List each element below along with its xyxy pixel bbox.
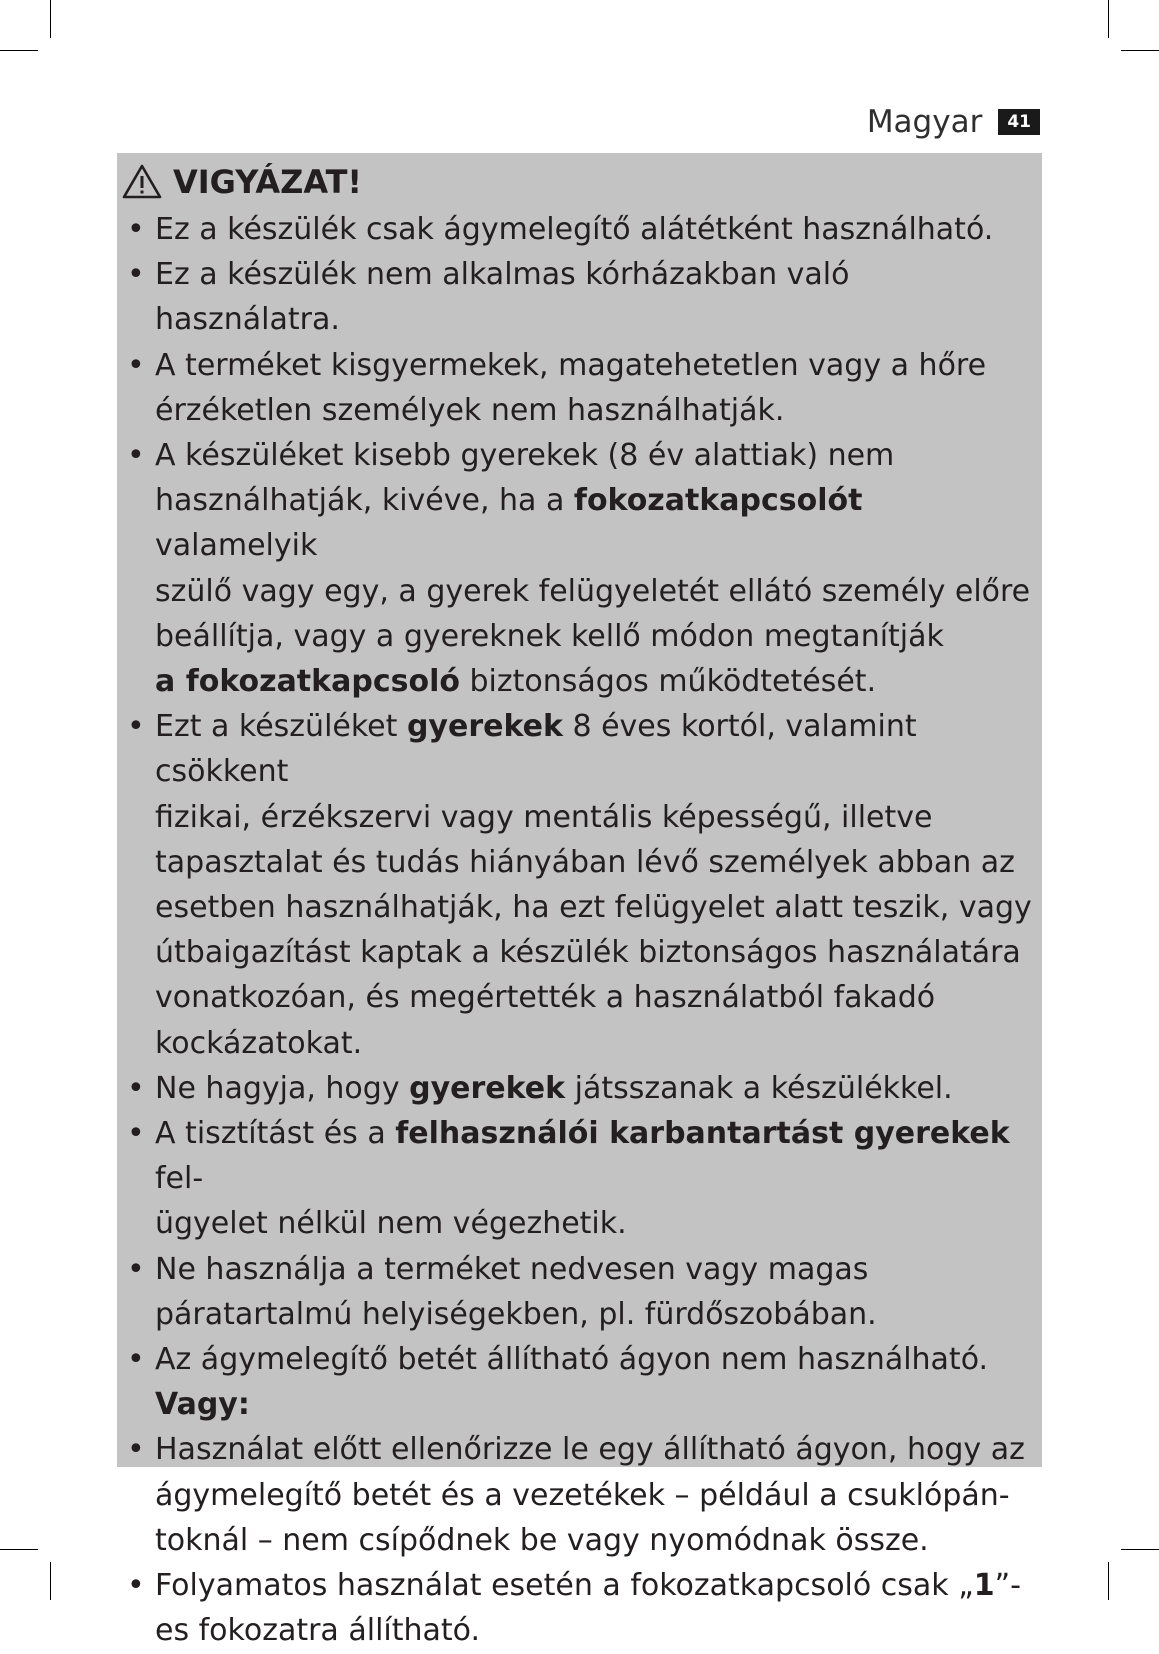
item-text: Folyamatos használat esetén a fokozatkapcsoló csak „ <box>155 1568 974 1604</box>
item-text: ”- <box>994 1568 1021 1604</box>
list-item <box>121 252 1032 342</box>
item-text: fel- <box>155 1161 204 1197</box>
item-text: A tisztítást és a <box>155 1116 396 1152</box>
crop-mark <box>1121 50 1159 51</box>
item-text: toknál – nem csípődnek be vagy nyomódnak össze. <box>155 1522 929 1558</box>
bullet: • <box>127 1342 145 1378</box>
page-number: 41 <box>998 109 1040 135</box>
crop-mark <box>0 50 38 51</box>
item-text: Ne használja a terméket nedvesen vagy magas <box>155 1251 869 1287</box>
item-text: biztonságos működtetését. <box>459 664 877 700</box>
bullet: • <box>127 257 145 293</box>
item-text: valamelyik <box>155 528 318 564</box>
item-text: 8 éves kortól, valamint csökkent <box>155 709 917 790</box>
list-item <box>121 1247 1032 1337</box>
bullet: • <box>127 438 145 474</box>
bullet: • <box>127 212 145 247</box>
bullet: • <box>127 1116 145 1152</box>
warning-list-continued <box>121 1427 1032 1653</box>
item-text: A terméket kisgyermekek, magatehetetlen vagy a hőre <box>155 347 987 383</box>
item-text: vonatkozóan, és megértették a használatból fakadó <box>155 980 936 1016</box>
list-item <box>121 1427 1032 1563</box>
list-item <box>121 1563 1032 1653</box>
item-text: A készüléket kisebb gyerekek (8 év alattiak) nem <box>155 438 895 474</box>
item-bold-text: fokozatkapcsolót <box>573 483 863 519</box>
warning-triangle-icon <box>121 163 163 201</box>
item-text: szülő vagy egy, a gyerek felügyeletét ellátó személy előre <box>155 573 1031 609</box>
language-label: Magyar <box>866 104 983 140</box>
page-header <box>867 104 1040 140</box>
list-item <box>121 1337 1032 1382</box>
list-item <box>121 343 1032 433</box>
item-text: használhatják, kivéve, ha a <box>155 483 574 519</box>
bullet: • <box>127 1251 145 1287</box>
crop-mark <box>50 0 51 38</box>
item-text: fizikai, érzékszervi vagy mentális képességű, illetve <box>155 799 933 835</box>
list-item <box>121 1111 1032 1247</box>
crop-mark <box>1108 1562 1109 1600</box>
item-text: játsszanak a készülékkel. <box>565 1070 953 1106</box>
warning-heading <box>121 157 1032 207</box>
bullet: • <box>127 347 145 383</box>
warning-title: VIGYÁZAT! <box>173 163 363 201</box>
crop-mark <box>0 1549 38 1550</box>
list-item <box>121 433 1032 704</box>
bullet: • <box>127 1070 145 1106</box>
crop-mark <box>1121 1549 1159 1550</box>
item-text: es fokozatra állítható. <box>155 1613 481 1649</box>
warning-list <box>121 207 1032 1382</box>
item-text: érzéketlen személyek nem használhatják. <box>155 392 785 428</box>
item-text: kockázatokat. <box>155 1025 363 1061</box>
bullet: • <box>127 1568 145 1604</box>
or-label: Vagy: <box>155 1387 250 1423</box>
item-text: ügyelet nélkül nem végezhetik. <box>155 1206 627 1242</box>
item-text: tapasztalat és tudás hiányában lévő személyek abban az <box>155 844 1015 880</box>
item-bold-text: a fokozatkapcsoló <box>155 664 460 700</box>
item-text: ágymelegítő betét és a vezetékek – például a csuklópán- <box>155 1477 1010 1513</box>
item-bold-text: gyerekek <box>406 709 563 745</box>
warning-panel <box>117 153 1042 1649</box>
list-item <box>121 704 1032 1066</box>
crop-mark <box>50 1562 51 1600</box>
item-text: Ezt a készüléket <box>155 709 407 745</box>
list-item <box>121 207 1032 252</box>
item-text: Ne hagyja, hogy <box>155 1070 410 1106</box>
crop-mark <box>1108 0 1109 38</box>
item-bold-text: gyerekek <box>409 1070 566 1106</box>
bullet: • <box>127 1432 145 1468</box>
item-text: Az ágymelegítő betét állítható ágyon nem használható. <box>155 1342 989 1378</box>
item-text: útbaigazítást kaptak a készülék biztonságos használatára <box>155 935 1021 971</box>
item-text: Ez a készülék nem alkalmas kórházakban való használatra. <box>155 257 850 338</box>
item-text: esetben használhatják, ha ezt felügyelet alatt teszik, vagy <box>155 890 1032 926</box>
item-text: páratartalmú helyiségekben, pl. fürdőszobában. <box>155 1296 877 1332</box>
list-item <box>121 1066 1032 1111</box>
item-text: Ez a készülék csak ágymelegítő alátétként használható. <box>155 212 994 247</box>
item-bold-text: 1 <box>973 1568 995 1604</box>
item-text: Használat előtt ellenőrizze le egy állítható ágyon, hogy az <box>155 1432 1025 1468</box>
item-text: beállítja, vagy a gyereknek kellő módon megtanítják <box>155 618 944 654</box>
bullet: • <box>127 709 145 745</box>
item-bold-text: felhasználói karbantartást gyerekek <box>395 1116 1010 1152</box>
